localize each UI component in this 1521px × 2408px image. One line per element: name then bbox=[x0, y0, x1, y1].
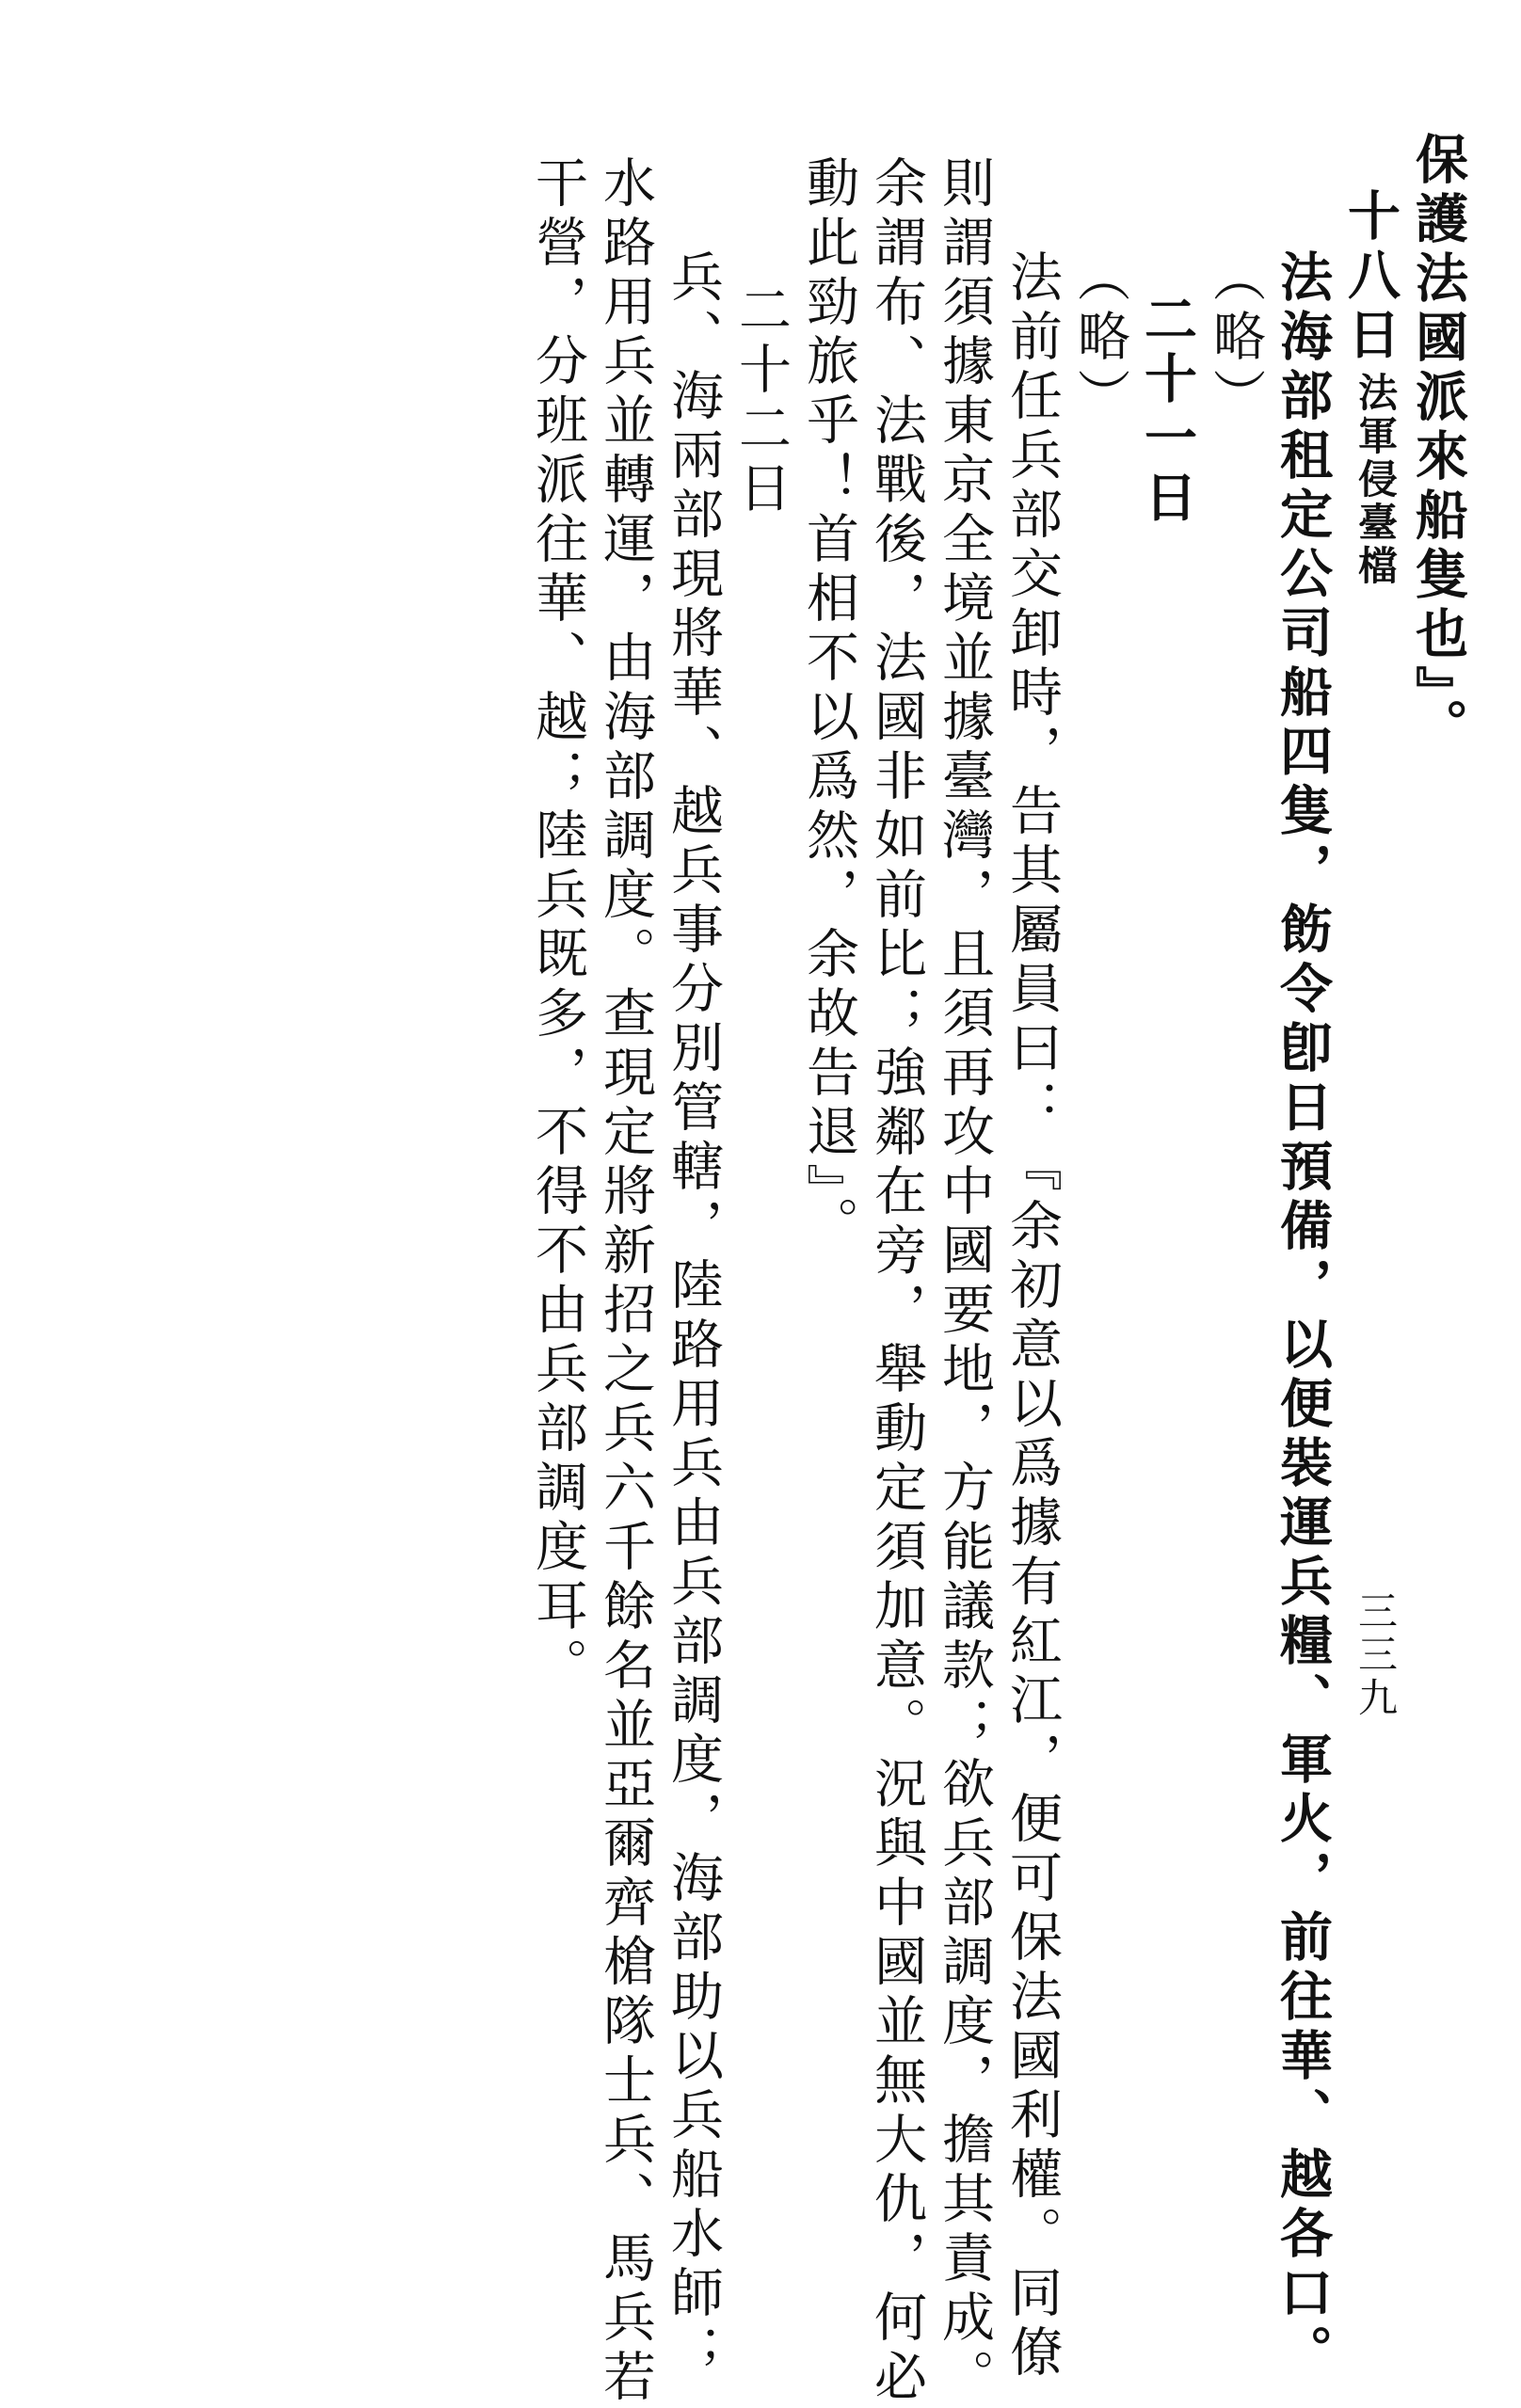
book-title: 法軍侵臺檔 bbox=[1353, 372, 1399, 588]
text-column-14: 干營，分班派往華、越；陸兵既多，不得不由兵部調度耳。 bbox=[527, 155, 588, 1697]
text-column-9: 余謂布、法戰後，法國非如前比；強鄰在旁，舉動定須加意。況與中國並無大仇，何必 bbox=[866, 155, 927, 2408]
date-heading-22: 二十二日 bbox=[730, 282, 792, 519]
text-column-13: 水路用兵並轉運，由海部調度。查現定將新招之兵六千餘名並亞爾齊槍隊士兵、馬兵若 bbox=[595, 155, 656, 2408]
text-column-7: 法前任兵部交卸時，告其屬員曰：『余初意以爲據有紅江，便可保法國利權。同僚 bbox=[1001, 249, 1063, 2384]
text-column-12: 兵、海兩部現將華、越兵事分別管轄，陸路用兵由兵部調度，海部助以兵船水師； bbox=[663, 249, 724, 2384]
text-column-8: 則謂須據東京全境並據臺灣，且須再攻中國要地，方能議款；欲兵部調度，擔其責成。 bbox=[934, 155, 995, 2408]
page-number: 三三九 bbox=[1353, 1590, 1399, 1720]
text-column-3: 法海部租定公司船四隻，飭令卽日預備，以便裝運兵糧、軍火，前往華、越各口。 bbox=[1272, 249, 1334, 2384]
date-heading-18: 十八日 bbox=[1339, 188, 1401, 366]
omitted-note-2: （略） bbox=[1069, 249, 1130, 427]
text-column-1: 保護法國派來船隻也』。 bbox=[1407, 132, 1469, 757]
date-heading-21: 二十一日 bbox=[1136, 292, 1198, 529]
text-column-10: 動此勁旅乎！首相不以爲然，余故告退』。 bbox=[798, 155, 859, 1255]
omitted-note-1: （略） bbox=[1205, 249, 1266, 427]
